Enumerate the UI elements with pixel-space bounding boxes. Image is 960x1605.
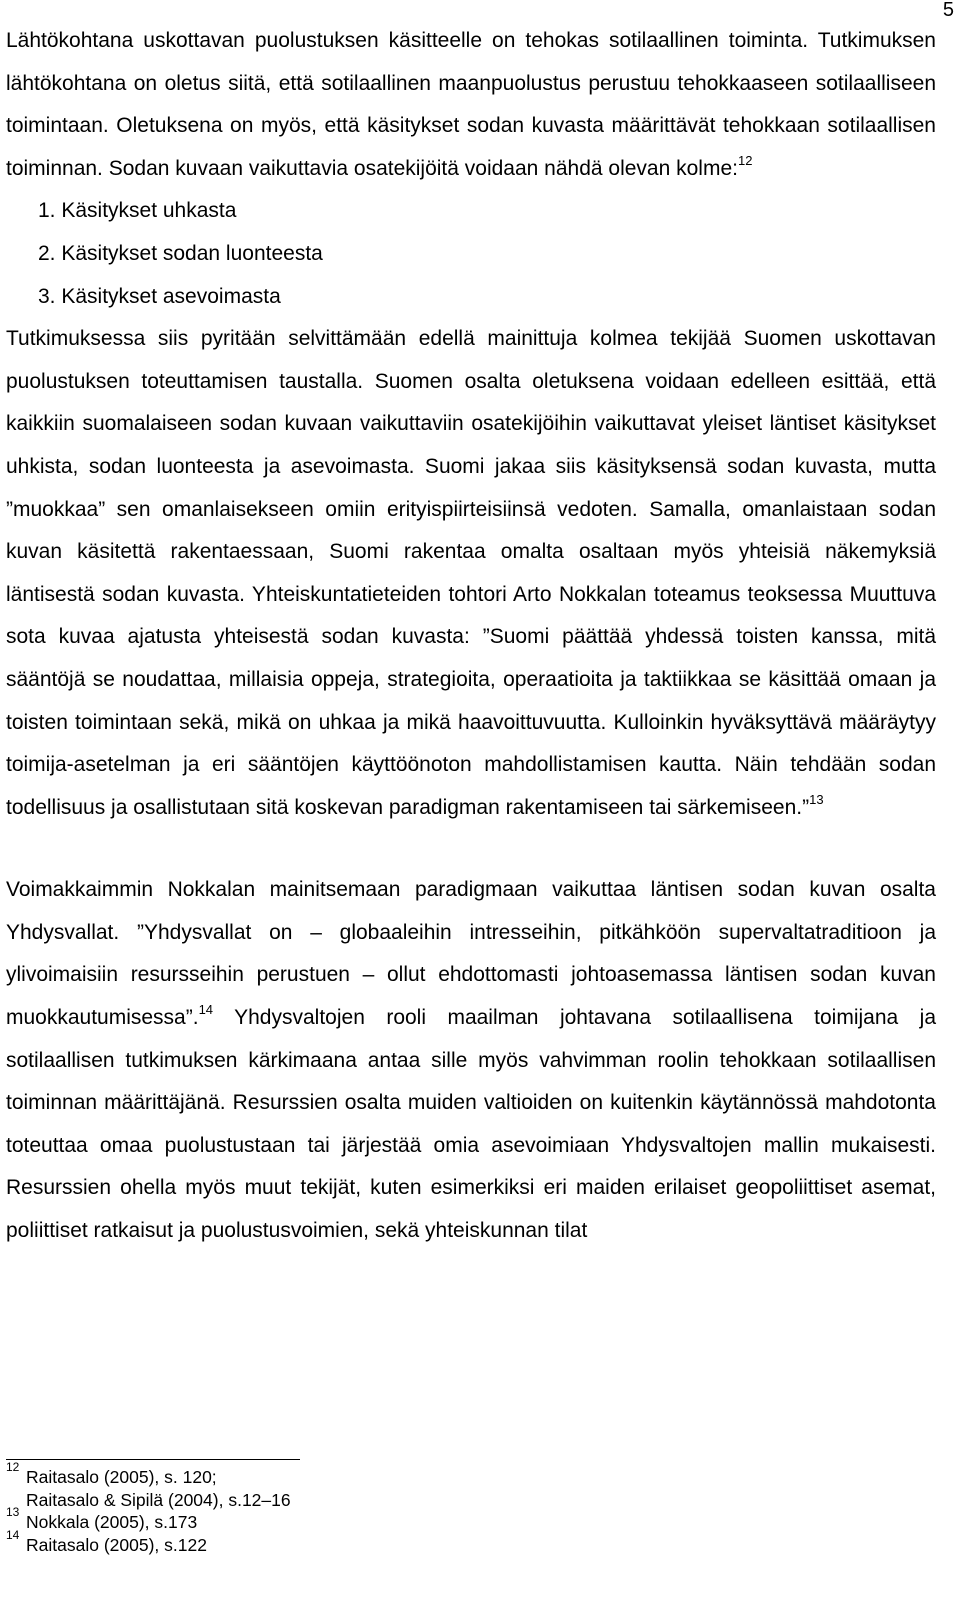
footnote-ref-12: 12: [737, 152, 753, 168]
footnote-text: Raitasalo & Sipilä (2004), s.12–16: [26, 1489, 291, 1510]
footnote-divider: [6, 1459, 300, 1460]
footnote-12: [6, 1460, 706, 1489]
footnote-12-continued: [6, 1489, 706, 1512]
list-item: 1. Käsitykset uhkasta: [38, 199, 237, 223]
list-item: 2. Käsitykset sodan luonteesta: [38, 241, 323, 265]
footnote-ref-13: 13: [809, 791, 824, 807]
intro-paragraph: [6, 20, 936, 190]
footnote-number: 13: [6, 1505, 20, 1519]
usa-text-part1: Voimakkaimmin Nokkalan mainitsemaan paradigmaan vaikuttaa läntisen sodan kuvan osalta Yhdysvallat. ”Yhdysvallat on – globaaleihin intresseihin, pitkähköön supervaltatraditioon ja ylivoimaisiin resursseihin perustuen – ollut ehdottomasti johtoasemassa läntisen sodan kuvan muokkautumisessa”.: [6, 878, 936, 1030]
footnotes: [6, 1460, 706, 1556]
footnote-14: [6, 1527, 706, 1557]
list-item: 3. Käsitykset asevoimasta: [38, 284, 281, 308]
body-text: [6, 20, 936, 1253]
footnote-number: 12: [6, 1460, 20, 1474]
footnote-text: Nokkala (2005), s.173: [26, 1512, 198, 1532]
factor-list: [6, 190, 936, 318]
research-text: Tutkimuksessa siis pyritään selvittämään edellä mainittuja kolmea tekijää Suomen uskottavan puolustuksen toteuttamisen taustalla. Suomen osalta oletuksena voidaan edelleen esittää, että kaikkiin suomalaiseen sodan kuvaan vaikuttaviin osatekijöihin vaikuttavat yleiset läntiset käsitykset uhkista, sodan luonteesta ja asevoimasta. Suomi jakaa siis käsityksensä sodan kuvasta, mutta ”muokkaa” sen omanlaisekseen omiin erityispiirteisiinsä vedoten. Samalla, omanlaistaan sodan kuvan käsitettä rakentaessaan, Suomi rakentaa omalta osaltaan myös yhteisiä näkemyksiä läntisestä sodan kuvasta. Yhteiskuntatieteiden tohtori Arto Nokkalan toteamus teoksessa Muuttuva sota kuvaa ajatusta yhteisestä sodan kuvasta: ”Suomi päättää yhdessä toisten kanssa, mitä sääntöjä se noudattaa, millaisia oppeja, strategioita, operaatioita ja taktiikkaa se käsittää omaan ja toisten toimintaan sekä, mikä on uhkaa ja mikä haavoittuvuutta. Kulloinkin hyväksyttävä määräytyy toimija-asetelman ja eri sääntöjen käyttöönoton mahdollistamisen kautta. Näin tehdään sodan todellisuus ja osallistutaan sitä koskevan paradigman rakentamiseen tai särkemiseen.”: [6, 327, 936, 819]
usa-text-part2: Yhdysvaltojen rooli maailman johtavana sotilaallisena toimijana ja sotilaallisen tutkimuksen kärkimaana antaa sille myös vahvimman roolin tehokkaan sotilaallisen toiminnan määrittäjänä. Resurssien osalta muiden valtioiden on kuitenkin käytännössä mahdotonta toteuttaa omaa puolustustaan tai järjestää omia asevoimiaan Yhdysvaltojen mallin mukaisesti. Resurssien ohella myös muut tekijät, kuten esimerkiksi eri maiden erilaiset geopoliittiset asemat, poliittiset ratkaisut ja puolustusvoimien, sekä yhteiskunnan tilat: [6, 1006, 936, 1243]
usa-paragraph: [6, 869, 936, 1252]
page-number: 5: [942, 0, 954, 21]
footnote-text: Raitasalo (2005), s.122: [26, 1534, 207, 1555]
footnote-ref-14: 14: [198, 1002, 214, 1018]
research-paragraph: [6, 318, 936, 829]
intro-text: Lähtökohtana uskottavan puolustuksen käsitteelle on tehokas sotilaallinen toiminta. Tutkimuksen lähtökohtana on oletus siitä, että sotilaallinen maanpuolustus perustuu tehokkaaseen sotilaalliseen toimintaan. Oletuksena on myös, että käsitykset sodan kuvasta määrittävät tehokkaan sotilaallisen toiminnan. Sodan kuvaan vaikuttavia osatekijöitä voidaan nähdä olevan kolme:: [6, 29, 936, 180]
footnote-text: Raitasalo (2005), s. 120;: [26, 1467, 217, 1487]
footnote-13: [6, 1505, 706, 1534]
footnote-number: 14: [6, 1527, 20, 1542]
